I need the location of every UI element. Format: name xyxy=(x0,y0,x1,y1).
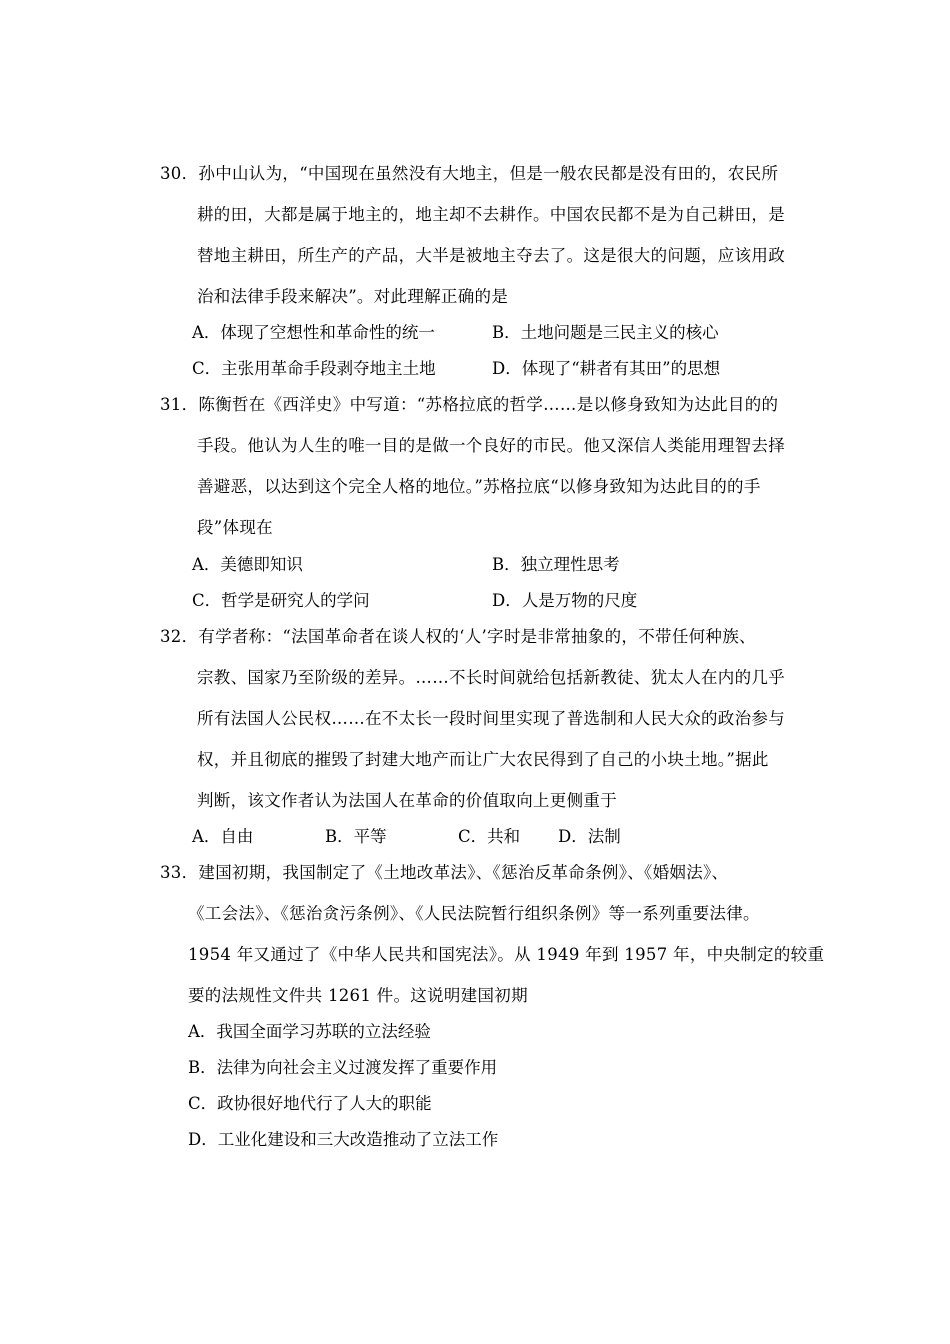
question-line: 33．建国初期，我国制定了《土地改革法》、《惩治反革命条例》、《婚姻法》、 xyxy=(160,863,729,882)
question-line: 手段。他认为人生的唯一目的是做一个良好的市民。他又深信人类能用理智去择 xyxy=(197,436,785,455)
option-c: C．共和 xyxy=(458,827,521,846)
option-d: D．人是万物的尺度 xyxy=(492,591,638,610)
question-line: 治和法律手段来解决”。对此理解正确的是 xyxy=(197,287,509,306)
option-a: A．体现了空想性和革命性的统一 xyxy=(192,323,435,342)
question-line: 要的法规性文件共 1261 件。这说明建国初期 xyxy=(188,986,528,1005)
option-d: D．法制 xyxy=(558,827,621,846)
option-c: C．政协很好地代行了人大的职能 xyxy=(188,1094,432,1113)
question-line: 31．陈衡哲在《西洋史》中写道：“苏格拉底的哲学……是以修身致知为达此目的的 xyxy=(160,395,779,414)
question-line: 善避恶，以达到这个完全人格的地位。”苏格拉底“以修身致知为达此目的的手 xyxy=(197,477,761,496)
option-d: D．体现了“耕者有其田”的思想 xyxy=(492,359,721,378)
option-a: A．自由 xyxy=(192,827,254,846)
question-line: 所有法国人公民权……在不太长一段时间里实现了普选制和人民大众的政治参与 xyxy=(197,709,785,728)
option-c: C．主张用革命手段剥夺地主土地 xyxy=(192,359,436,378)
option-b: B．平等 xyxy=(325,827,387,846)
option-b: B．独立理性思考 xyxy=(492,555,620,574)
question-line: 30．孙中山认为，“中国现在虽然没有大地主，但是一般农民都是没有田的，农民所 xyxy=(160,164,779,183)
question-line: 权，并且彻底的摧毁了封建大地产而让广大农民得到了自己的小块土地。”据此 xyxy=(197,750,769,769)
question-line: 段”体现在 xyxy=(197,518,273,537)
question-line: 替地主耕田，所生产的产品，大半是被地主夺去了。这是很大的问题，应该用政 xyxy=(197,246,785,265)
option-c: C．哲学是研究人的学问 xyxy=(192,591,370,610)
option-b: B．土地问题是三民主义的核心 xyxy=(492,323,719,342)
question-line: 《工会法》、《惩治贪污条例》、《人民法院暂行组织条例》等一系列重要法律。 xyxy=(188,904,760,923)
option-b: B．法律为向社会主义过渡发挥了重要作用 xyxy=(188,1058,498,1077)
option-d: D．工业化建设和三大改造推动了立法工作 xyxy=(188,1130,499,1149)
question-line: 1954 年又通过了《中华人民共和国宪法》。从 1949 年到 1957 年，中央制定的较重 xyxy=(188,945,825,964)
option-a: A．我国全面学习苏联的立法经验 xyxy=(188,1022,431,1041)
question-line: 判断，该文作者认为法国人在革命的价值取向上更侧重于 xyxy=(197,791,617,810)
question-line: 32．有学者称：“法国革命者在谈人权的‘人’字时是非常抽象的，不带任何种族、 xyxy=(160,627,756,646)
option-a: A．美德即知识 xyxy=(192,555,303,574)
question-line: 耕的田，大都是属于地主的，地主却不去耕作。中国农民都不是为自己耕田，是 xyxy=(197,205,785,224)
question-line: 宗教、国家乃至阶级的差异。……不长时间就给包括新教徒、犹太人在内的几乎 xyxy=(197,668,785,687)
